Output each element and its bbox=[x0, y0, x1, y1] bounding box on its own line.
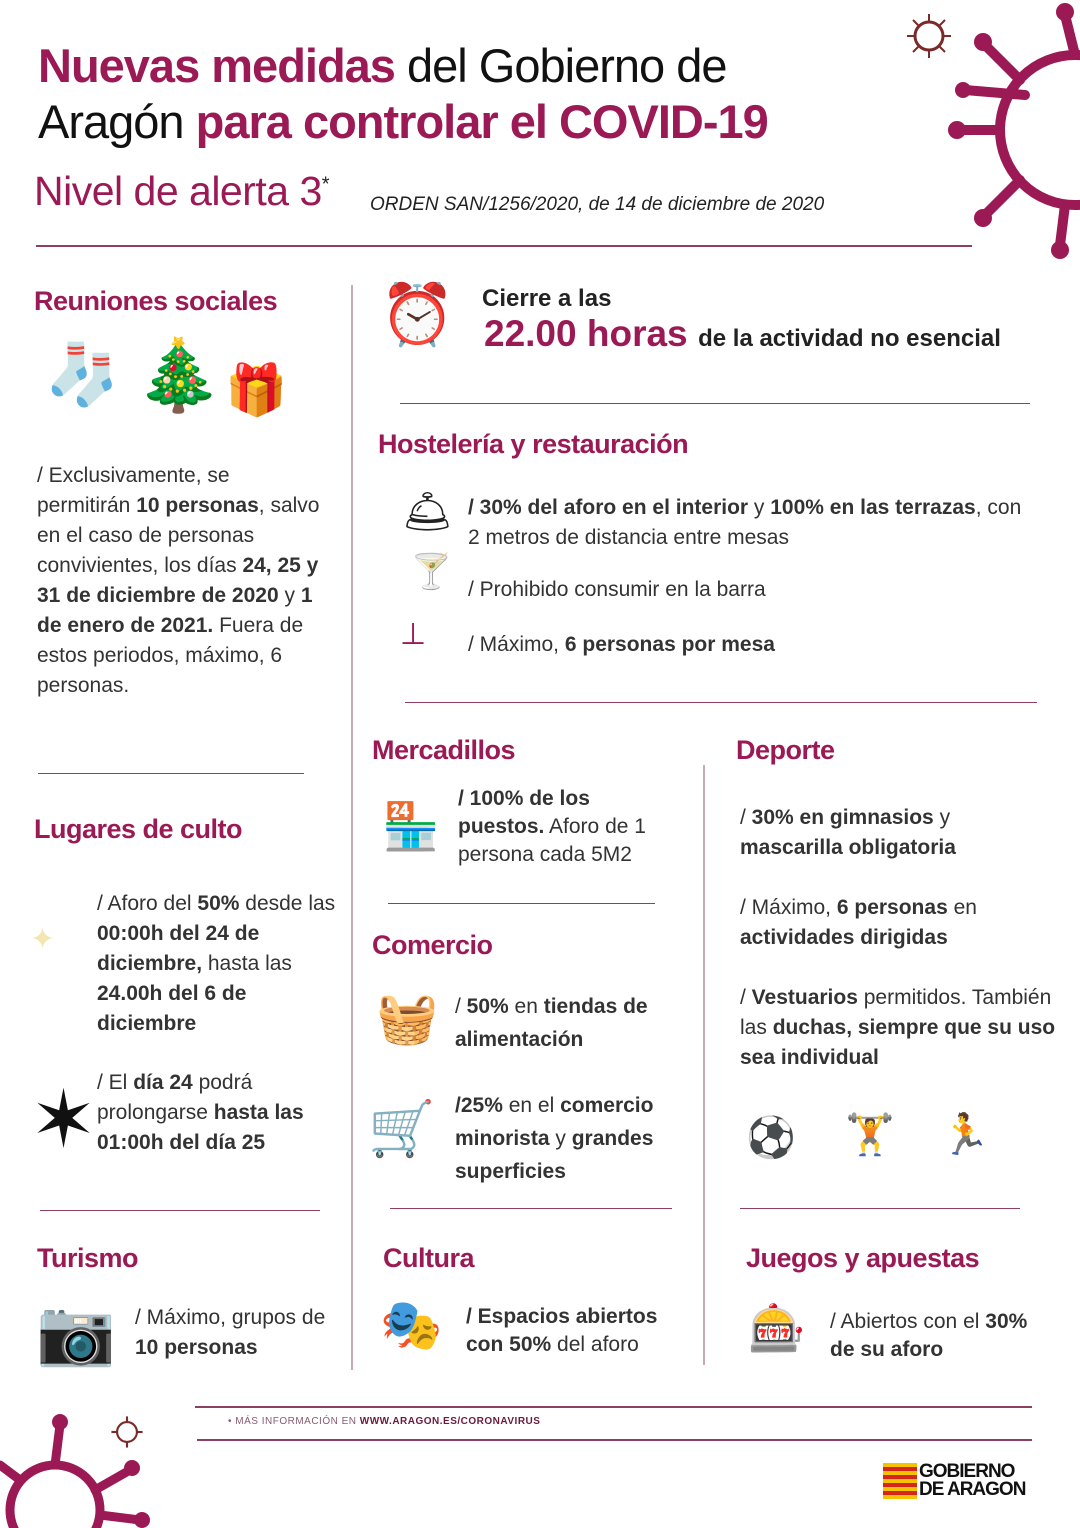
poker-chips-icon: 🎰 bbox=[748, 1302, 806, 1354]
bold-text: comercio minorista bbox=[455, 1094, 654, 1150]
juegos-text bbox=[830, 1308, 1030, 1364]
turismo-text bbox=[135, 1303, 335, 1363]
text: permitidos. También las bbox=[740, 986, 1052, 1039]
text: podrá prolongarse bbox=[97, 1071, 253, 1124]
star-icon: ✶ bbox=[30, 1075, 98, 1164]
sparkle-icon: ✦ bbox=[30, 923, 56, 956]
section-title-culto: Lugares de culto bbox=[34, 814, 243, 844]
text: , con 2 metros de distancia entre mesas bbox=[468, 496, 1022, 549]
divider bbox=[405, 702, 1037, 703]
section-title-hosteleria: Hostelería y restauración bbox=[378, 429, 689, 459]
text: / Abiertos con el bbox=[830, 1310, 986, 1333]
footer-divider bbox=[195, 1406, 1032, 1408]
text: Aforo de 1 persona cada 5M2 bbox=[458, 815, 646, 866]
section-title-turismo: Turismo bbox=[37, 1243, 139, 1273]
closing-time-line bbox=[484, 313, 1001, 355]
bold-text: 30% de su aforo bbox=[830, 1310, 1028, 1361]
section-title-mercadillos: Mercadillos bbox=[372, 735, 516, 765]
bold-text: 50% bbox=[197, 892, 240, 915]
closing-time: 22.00 horas bbox=[484, 313, 688, 354]
logo-text-2: DE ARAGON bbox=[919, 1479, 1026, 1500]
small-virus-icon bbox=[905, 12, 953, 60]
text: , salvo en el caso de personas convivientes, los días bbox=[37, 494, 320, 577]
section-title-cultura: Cultura bbox=[383, 1243, 474, 1273]
bold-text: 6 personas por mesa bbox=[564, 633, 775, 656]
bold-text: 10 personas bbox=[136, 494, 259, 517]
title-line-1 bbox=[38, 38, 768, 94]
culto-text-2 bbox=[97, 1068, 337, 1158]
text: Aragón bbox=[38, 95, 196, 148]
more-info-link[interactable]: WWW.ARAGON.ES/CORONAVIRUS bbox=[359, 1416, 541, 1427]
text: / bbox=[455, 995, 467, 1018]
text: Fuera de estos periodos, máximo, 6 personas. bbox=[37, 614, 304, 697]
more-info: • MÁS INFORMACIÓN EN WWW.ARAGON.ES/CORONAVIRUS bbox=[228, 1416, 541, 1427]
comercio-item bbox=[455, 990, 695, 1056]
soccer-ball-icon: ⚽ bbox=[746, 1116, 796, 1160]
comercio-item bbox=[455, 1089, 700, 1188]
text: / Máximo, bbox=[740, 896, 837, 919]
bold-text: 6 personas bbox=[836, 896, 948, 919]
table-chairs-icon: ⊥ bbox=[400, 618, 427, 651]
divider bbox=[400, 403, 1030, 404]
culto-text-1 bbox=[97, 889, 347, 1039]
bold-text: / Espacios abiertos con 50% bbox=[466, 1305, 658, 1356]
bold-text: para controlar el COVID-19 bbox=[195, 95, 768, 148]
bold-text: 24.00h del 6 de diciembre bbox=[97, 982, 247, 1035]
bold-text: 50% bbox=[466, 995, 509, 1018]
theater-masks-icon: 🎭 bbox=[380, 1297, 443, 1353]
camera-icon: 📷 bbox=[36, 1296, 116, 1368]
section-title-deporte: Deporte bbox=[736, 735, 835, 765]
header-divider bbox=[36, 245, 972, 247]
closing-label: Cierre a las bbox=[482, 285, 612, 312]
logo-text-1: GOBIERNO bbox=[919, 1461, 1015, 1482]
text: / El bbox=[97, 1071, 134, 1094]
bold-text: 30% en gimnasios bbox=[751, 806, 934, 829]
text: y bbox=[748, 496, 771, 519]
bold-text: 10 personas bbox=[135, 1336, 258, 1359]
footer-divider-2 bbox=[197, 1439, 1032, 1441]
cultura-text bbox=[466, 1303, 696, 1359]
stocking-icon: 🧦 bbox=[45, 341, 120, 408]
shopping-cart-icon: 🛒 bbox=[368, 1099, 436, 1159]
divider bbox=[740, 1208, 1020, 1209]
ornaments-icon: 🎁 bbox=[225, 362, 288, 418]
hosteleria-item bbox=[468, 575, 1028, 605]
alert-level-text: Nivel de alerta 3 bbox=[34, 168, 322, 214]
divider bbox=[388, 903, 655, 904]
text: del Gobierno de bbox=[394, 39, 727, 92]
text: hasta las bbox=[202, 952, 292, 975]
deporte-item bbox=[740, 983, 1060, 1073]
bold-text: mascarilla obligatoria bbox=[740, 836, 956, 859]
hosteleria-item bbox=[468, 630, 1028, 660]
bold-text: 1 de enero de 2021. bbox=[37, 584, 313, 637]
page-title bbox=[38, 38, 768, 150]
christmas-tree-icon: 🎄 bbox=[135, 336, 223, 414]
text: / Máximo, grupos de bbox=[135, 1306, 326, 1329]
deporte-item bbox=[740, 893, 1040, 953]
bold-text: grandes superficies bbox=[455, 1127, 654, 1183]
deporte-item bbox=[740, 803, 1040, 863]
bold-text: / 30% del aforo en el interior bbox=[468, 496, 749, 519]
bold-text: tiendas de alimentación bbox=[455, 995, 648, 1051]
section-title-reuniones: Reuniones sociales bbox=[34, 286, 278, 316]
grocery-basket-icon: 🧺 bbox=[376, 990, 439, 1046]
bold-text: /25% bbox=[455, 1094, 503, 1117]
bold-text: actividades dirigidas bbox=[740, 926, 948, 949]
bold-text: hasta las 01:00h del día 25 bbox=[97, 1101, 304, 1154]
text: / Aforo del bbox=[97, 892, 198, 915]
aragon-flag-icon bbox=[883, 1463, 917, 1499]
weightlifter-icon: 🏋 bbox=[845, 1113, 895, 1157]
bold-text: Vestuarios bbox=[751, 986, 858, 1009]
order-reference: ORDEN SAN/1256/2020, de 14 de diciembre de 2020 bbox=[370, 194, 825, 215]
text: y bbox=[278, 584, 301, 607]
closing-scope: de la actividad no esencial bbox=[698, 325, 1001, 352]
gobierno-aragon-logo bbox=[883, 1463, 1025, 1499]
text: / bbox=[740, 986, 752, 1009]
bold-text: 100% en las terrazas bbox=[770, 496, 976, 519]
column-divider-2 bbox=[703, 765, 705, 1365]
mercadillos-text bbox=[458, 785, 678, 869]
section-title-comercio: Comercio bbox=[372, 930, 493, 960]
divider bbox=[38, 773, 304, 774]
column-divider bbox=[351, 285, 353, 1370]
hosteleria-item bbox=[468, 493, 1038, 553]
bold-text: 00:00h del 24 de diciembre, bbox=[97, 922, 260, 975]
alert-asterisk: * bbox=[321, 173, 330, 196]
divider bbox=[390, 1208, 672, 1209]
text: en el bbox=[502, 1094, 561, 1117]
text: / Prohibido consumir en la barra bbox=[468, 578, 766, 601]
text: / bbox=[740, 806, 752, 829]
text: desde las bbox=[239, 892, 336, 915]
alarm-clock-icon: ⏰ bbox=[380, 281, 455, 348]
bold-text: / 100% de los puestos. bbox=[458, 787, 590, 838]
market-stall-icon: 🏪 bbox=[382, 800, 440, 852]
text: / Exclusivamente, se permitirán bbox=[37, 464, 230, 517]
bold-text: 24, 25 y 31 de diciembre de 2020 bbox=[37, 554, 319, 607]
bold-text: duchas, siempre que su uso sea individual bbox=[740, 1016, 1056, 1069]
more-info-label: MÁS INFORMACIÓN EN bbox=[235, 1416, 360, 1427]
divider bbox=[40, 1210, 320, 1211]
text: y bbox=[933, 806, 951, 829]
virus-icon bbox=[945, 0, 1080, 260]
cocktail-icon: 🍸 bbox=[410, 553, 453, 591]
text: / Máximo, bbox=[468, 633, 565, 656]
section-title-juegos: Juegos y apuestas bbox=[746, 1243, 980, 1273]
text: en bbox=[947, 896, 977, 919]
alert-level bbox=[34, 168, 329, 215]
serving-tray-icon: 🛎 bbox=[402, 490, 453, 534]
small-virus-icon-bottom bbox=[110, 1415, 144, 1449]
reuniones-text bbox=[37, 461, 322, 701]
text: y bbox=[549, 1127, 572, 1150]
title-line-2 bbox=[38, 94, 768, 150]
bold-text: Nuevas medidas bbox=[38, 39, 395, 92]
text: del aforo bbox=[551, 1333, 639, 1356]
runner-icon: 🏃 bbox=[940, 1113, 990, 1157]
text: en bbox=[508, 995, 544, 1018]
bold-text: día 24 bbox=[133, 1071, 193, 1094]
